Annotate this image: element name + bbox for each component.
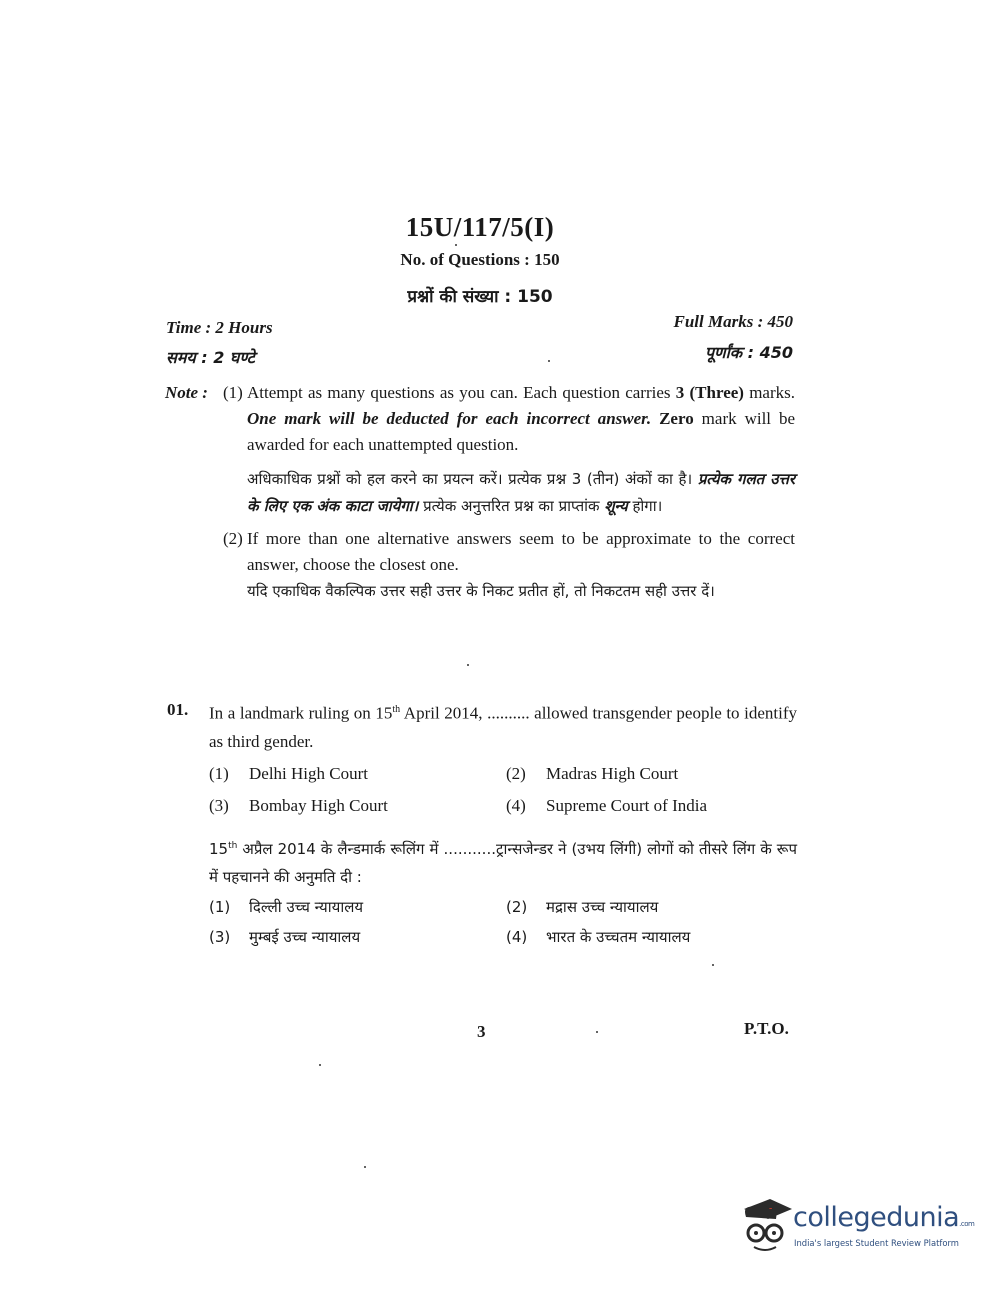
page-number: 3 bbox=[477, 1022, 486, 1041]
option-1-number: (1) bbox=[209, 763, 229, 783]
note-item-2-en bbox=[165, 526, 795, 578]
question-hi-sup: th bbox=[228, 840, 238, 851]
note-item-1-hi bbox=[165, 466, 795, 520]
option-hi-4-number: (4) bbox=[506, 927, 528, 946]
option-1-text: Delhi High Court bbox=[249, 763, 368, 783]
note-1-text-c: marks. bbox=[743, 383, 795, 402]
note-1-zero: Zero bbox=[659, 409, 694, 428]
time-en: Time : 2 Hours bbox=[166, 318, 273, 337]
scan-speck bbox=[548, 360, 550, 362]
note-item-1-en bbox=[165, 380, 795, 458]
note-1-text-g: mark will be awarded for each unattempted question. bbox=[247, 409, 796, 454]
option-4-number: (4) bbox=[506, 795, 526, 815]
option-hi-2-text: मद्रास उच्च न्यायालय bbox=[546, 897, 659, 916]
brand-name bbox=[793, 1202, 974, 1233]
scan-speck bbox=[596, 1031, 598, 1033]
brand-text: collegedunia bbox=[793, 1202, 960, 1233]
option-2-en bbox=[506, 760, 796, 788]
note-1-space bbox=[651, 409, 659, 428]
option-4-text: Supreme Court of India bbox=[546, 795, 707, 815]
question-text-a: In a landmark ruling on 15 bbox=[209, 703, 393, 723]
option-3-hi bbox=[209, 923, 506, 951]
number-of-questions-hi: प्रश्नों की संख्या : 150 bbox=[407, 287, 553, 307]
time-hi: समय : 2 घण्टे bbox=[166, 348, 255, 367]
option-2-number: (2) bbox=[506, 763, 526, 783]
note-2-text: If more than one alternative answers seem to be approximate to the correct answer, choose the closest one. bbox=[247, 529, 795, 574]
option-hi-1-number: (1) bbox=[209, 897, 231, 916]
instructions-note bbox=[165, 380, 795, 605]
scan-speck bbox=[364, 1166, 366, 1168]
note-item-2-hi: यदि एकाधिक वैकल्पिक उत्तर सही उत्तर के निकट प्रतीत हों, तो निकटतम सही उत्तर दें। bbox=[247, 582, 715, 600]
option-4-hi bbox=[506, 923, 796, 951]
question-hi-b: अप्रैल 2014 के लैन्डमार्क रूलिंग में ...........ट्रान्सजेन्डर ने (उभय लिंगी) लोगों को तीसरे लिंग के रूप में पहचानने की अनुमति दी : bbox=[209, 839, 797, 886]
option-4-en bbox=[506, 792, 796, 820]
note-1-penalty: One mark will be deducted for each incorrect answer. bbox=[247, 409, 652, 428]
scan-speck bbox=[467, 664, 469, 666]
brand-suffix: .com bbox=[959, 1220, 975, 1228]
mascot-icon bbox=[736, 1195, 794, 1255]
note-1-hi-zero: शून्य bbox=[604, 497, 628, 515]
option-hi-3-number: (3) bbox=[209, 927, 231, 946]
brand-tagline: India's largest Student Review Platform bbox=[794, 1238, 959, 1248]
option-hi-4-text: भारत के उच्चतम न्यायालय bbox=[546, 927, 691, 946]
option-3-en bbox=[209, 792, 506, 820]
option-hi-3-text: मुम्बई उच्च न्यायालय bbox=[249, 927, 361, 946]
option-hi-1-text: दिल्ली उच्च न्यायालय bbox=[249, 897, 364, 916]
note-1-hi-penalty: प्रत्येक गलत उत्तर के लिए एक अंक काटा जायेगा। bbox=[247, 470, 795, 515]
question-text-sup: th bbox=[392, 704, 401, 715]
question-text-b: April 2014, .......... allowed transgender people to identify as third gender. bbox=[209, 703, 797, 751]
question-hi-a: 15 bbox=[209, 839, 229, 858]
options-en bbox=[167, 760, 797, 820]
note-1-text-b: 3 (Three) bbox=[675, 383, 744, 402]
full-marks-en: Full Marks : 450 bbox=[673, 312, 793, 331]
option-3-number: (3) bbox=[209, 795, 229, 815]
option-1-hi bbox=[209, 893, 506, 921]
option-3-text: Bombay High Court bbox=[249, 795, 388, 815]
pto-label: P.T.O. bbox=[744, 1019, 789, 1038]
option-2-text: Madras High Court bbox=[546, 763, 679, 783]
note-label: Note : bbox=[165, 383, 208, 402]
option-hi-2-number: (2) bbox=[506, 897, 528, 916]
option-2-hi bbox=[506, 893, 796, 921]
question-text-en bbox=[167, 696, 797, 756]
paper-code: 15U/117/5(I) bbox=[405, 212, 555, 242]
collegedunia-watermark bbox=[736, 1193, 975, 1261]
question-text-hi bbox=[167, 832, 797, 891]
number-of-questions-en: No. of Questions : 150 bbox=[400, 250, 560, 269]
note-1-text-a: Attempt as many questions as you can. Each question carries bbox=[247, 383, 676, 402]
scan-speck bbox=[319, 1064, 321, 1066]
note-1-hi-c: प्रत्येक अनुत्तरित प्रश्न का प्राप्तांक bbox=[418, 497, 605, 515]
note-item-2-number: (2) bbox=[223, 529, 243, 548]
note-item-1-number: (1) bbox=[223, 383, 243, 402]
scan-speck bbox=[712, 964, 714, 966]
options-hi bbox=[167, 893, 797, 951]
question-01 bbox=[167, 696, 797, 951]
option-1-en bbox=[209, 760, 506, 788]
question-number: 01. bbox=[167, 700, 189, 719]
note-1-hi-e: होगा। bbox=[627, 497, 663, 515]
note-1-hi-a: अधिकाधिक प्रश्नों को हल करने का प्रयत्न करें। प्रत्येक प्रश्न 3 (तीन) अंकों का है। bbox=[247, 470, 698, 488]
full-marks-hi: पूर्णांक : 450 bbox=[704, 343, 793, 362]
scan-speck bbox=[455, 244, 457, 246]
